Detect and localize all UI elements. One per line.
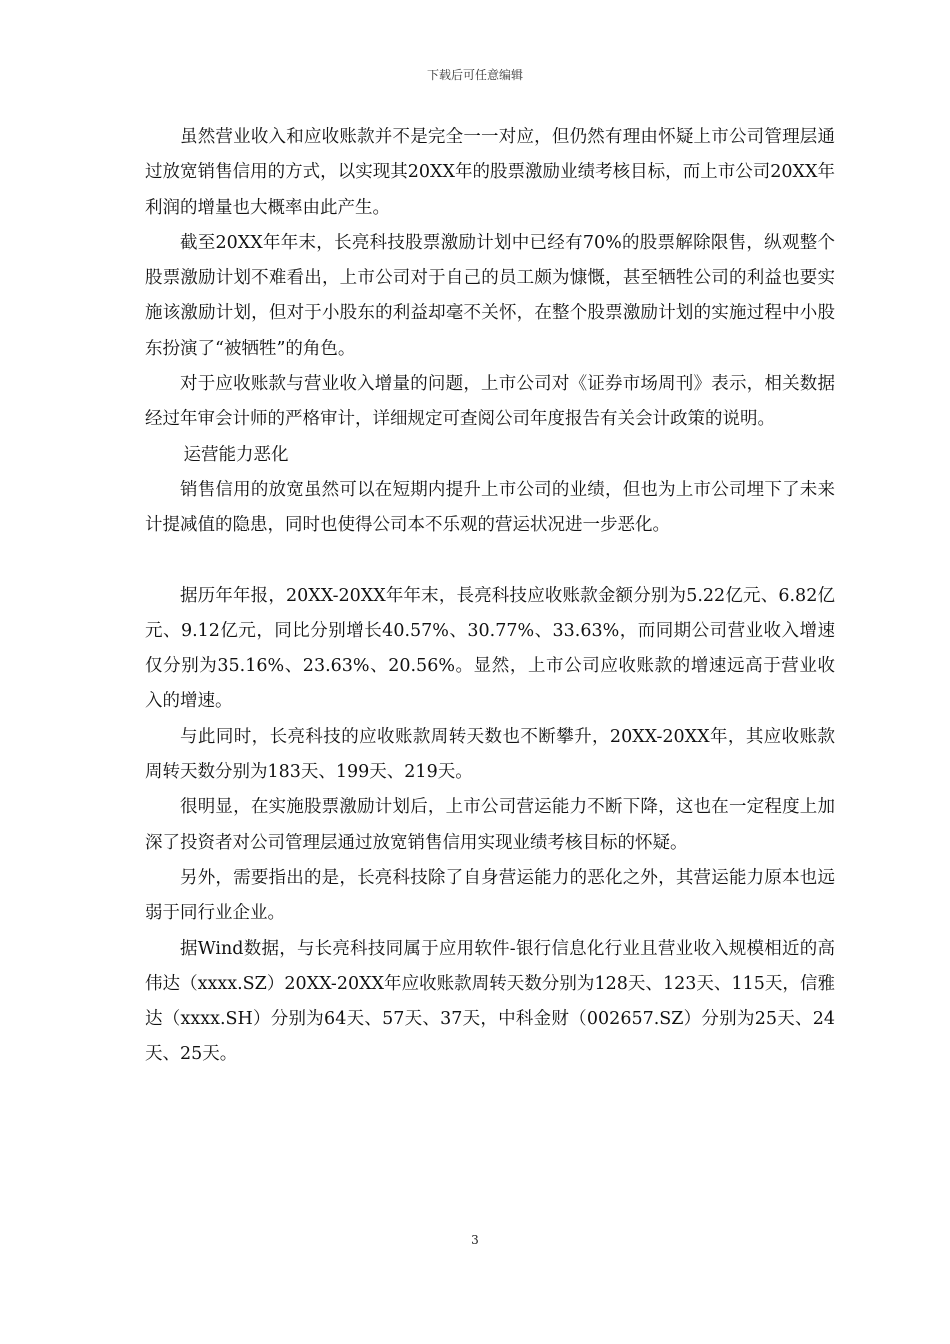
paragraph-2: 截至20XX年年末，长亮科技股票激励计划中已经有70%的股票解除限售，纵观整个股票激励计划不难看出，上市公司对于自己的员工颇为慷慨，甚至牺牲公司的利益也要实施该激励计划，但对于小股东的利益却毫不关怀，在整个股票激励计划的实施过程中小股东扮演了“被牺牲”的角色。: [145, 232, 835, 359]
document-body: [145, 120, 835, 1073]
page-number: 3: [471, 1233, 479, 1247]
paragraph-6: 与此同时，长亮科技的应收账款周转天数也不断攀升，20XX-20XX年，其应收账款周转天数分别为183天、199天、219天。: [145, 726, 835, 783]
section-heading: 运营能力恶化: [183, 444, 289, 465]
paragraph-3: 对于应收账款与营业收入增量的问题，上市公司对《证券市场周刊》表示，相关数据经过年审会计师的严格审计，详细规定可查阅公司年度报告有关会计政策的说明。: [145, 374, 835, 430]
paragraph-7: 很明显，在实施股票激励计划后，上市公司营运能力不断下降，这也在一定程度上加深了投资者对公司管理层通过放宽销售信用实现业绩考核目标的怀疑。: [145, 797, 835, 853]
page-header: 下载后可任意编辑: [426, 68, 523, 82]
paragraph-4: 销售信用的放宽虽然可以在短期内提升上市公司的业绩，但也为上市公司埋下了未来计提减值的隐患，同时也使得公司本不乐观的营运状况进一步恶化。: [145, 479, 835, 536]
blank-line: [145, 544, 835, 579]
paragraph-5: 据历年年报，20XX-20XX年年末，長亮科技应收账款金额分别为5.22亿元、6.82亿元、9.12亿元，同比分别增长40.57%、30.77%、33.63%，而同期公司营业收入增速仅分别为35.16%、23.63%、20.56%。显然，上市公司应收账款的增速远高于营业收入的增速。: [145, 585, 835, 712]
paragraph-8: 另外，需要指出的是，长亮科技除了自身营运能力的恶化之外，其营运能力原本也远弱于同行业企业。: [145, 867, 835, 924]
paragraph-9: 据Wind数据，与长亮科技同属于应用软件-银行信息化行业且营业收入规模相近的高伟达（xxxx.SZ）20XX-20XX年应收账款周转天数分别为128天、123天、115天，信雅达（xxxx.SH）分别为64天、57天、37天，中科金财（002657.SZ）分别为25天、24天、25天。: [145, 938, 835, 1065]
paragraph-1: 虽然营业收入和应收账款并不是完全一一对应，但仍然有理由怀疑上市公司管理层通过放宽销售信用的方式，以实现其20XX年的股票激励业绩考核目标，而上市公司20XX年利润的增量也大概率由此产生。: [145, 127, 835, 218]
